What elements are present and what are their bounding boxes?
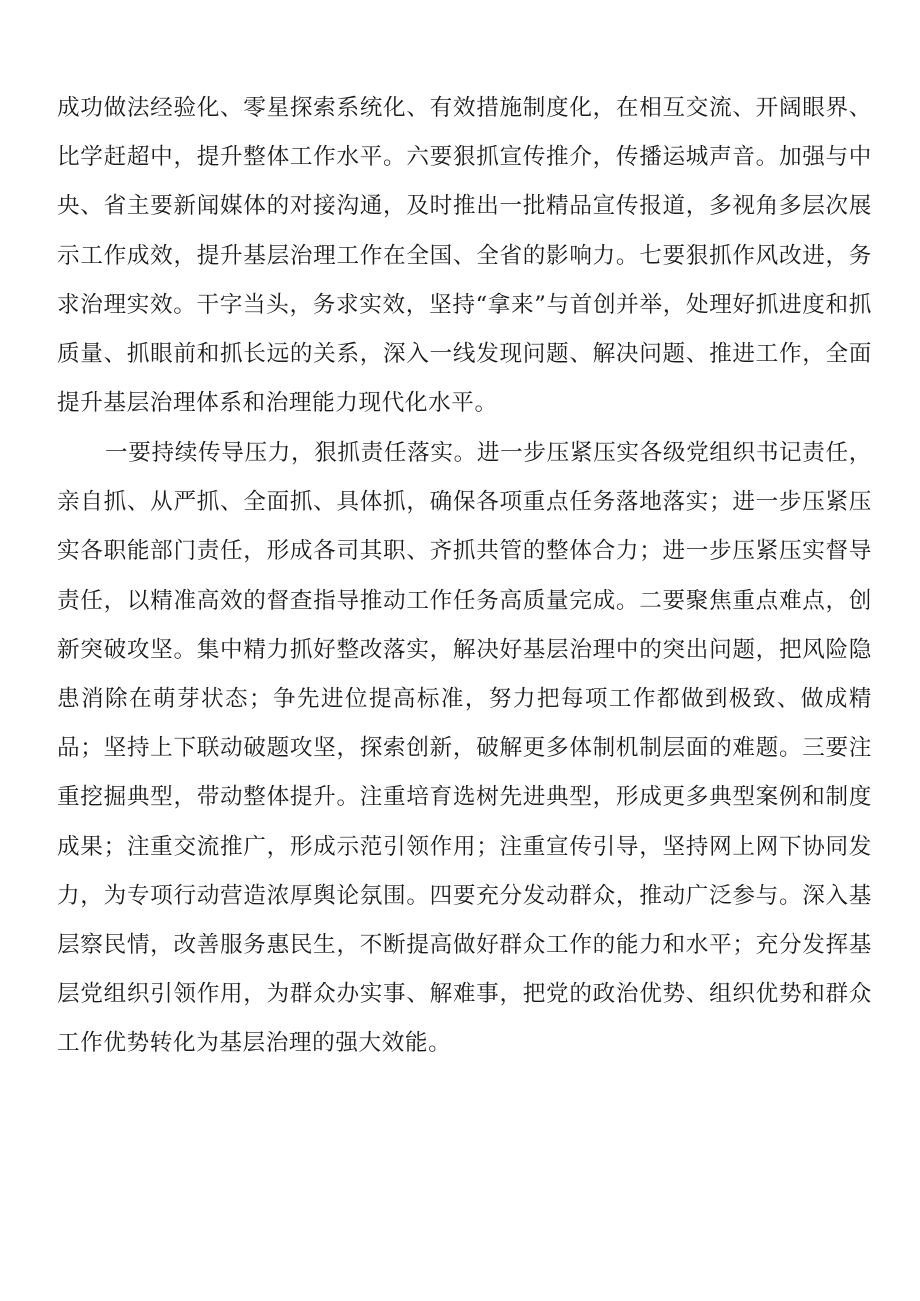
paragraph-continuation: 成功做法经验化、零星探索系统化、有效措施制度化，在相互交流、开阔眼界、比学赶超中，提升整体工作水平。六要狠抓宣传推介，传播运城声音。加强与中央、省主要新闻媒体的对接沟通，及时推出一批精品宣传报道，多视角多层次展示工作成效，提升基层治理工作在全国、全省的影响力。七要狠抓作风改进，务求治理实效。干字当头，务求实效，坚持“拿来”与首创并举，处理好抓进度和抓质量、抓眼前和抓长远的关系，深入一线发现问题、解决问题、推进工作，全面提升基层治理体系和治理能力现代化水平。 (57, 95, 872, 417)
paragraph-tasks: 一要持续传导压力，狠抓责任落实。进一步压紧压实各级党组织书记责任，亲自抓、从严抓、全面抓、具体抓，确保各项重点任务落地落实；进一步压紧压实各职能部门责任，形成各司其职、齐抓共管的整体合力；进一步压紧压实督导责任，以精准高效的督查指导推动工作任务高质量完成。二要聚焦重点难点，创新突破攻坚。集中精力抓好整改落实，解决好基层治理中的突出问题，把风险隐患消除在萌芽状态；争先进位提高标准，努力把每项工作都做到极致、做成精品；坚持上下联动破题攻坚，探索创新，破解更多体制机制层面的难题。三要注重挖掘典型，带动整体提升。注重培育选树先进典型，形成更多典型案例和制度成果；注重交流推广，形成示范引领作用；注重宣传引导，坚持网上网下协同发力，为专项行动营造浓厚舆论氛围。四要充分发动群众，推动广泛参与。深入基层察民情，改善服务惠民生，不断提高做好群众工作的能力和水平；充分发挥基层党组织引领作用，为群众办实事、解难事，把党的政治优势、组织优势和群众工作优势转化为基层治理的强大效能。 (57, 440, 872, 1057)
